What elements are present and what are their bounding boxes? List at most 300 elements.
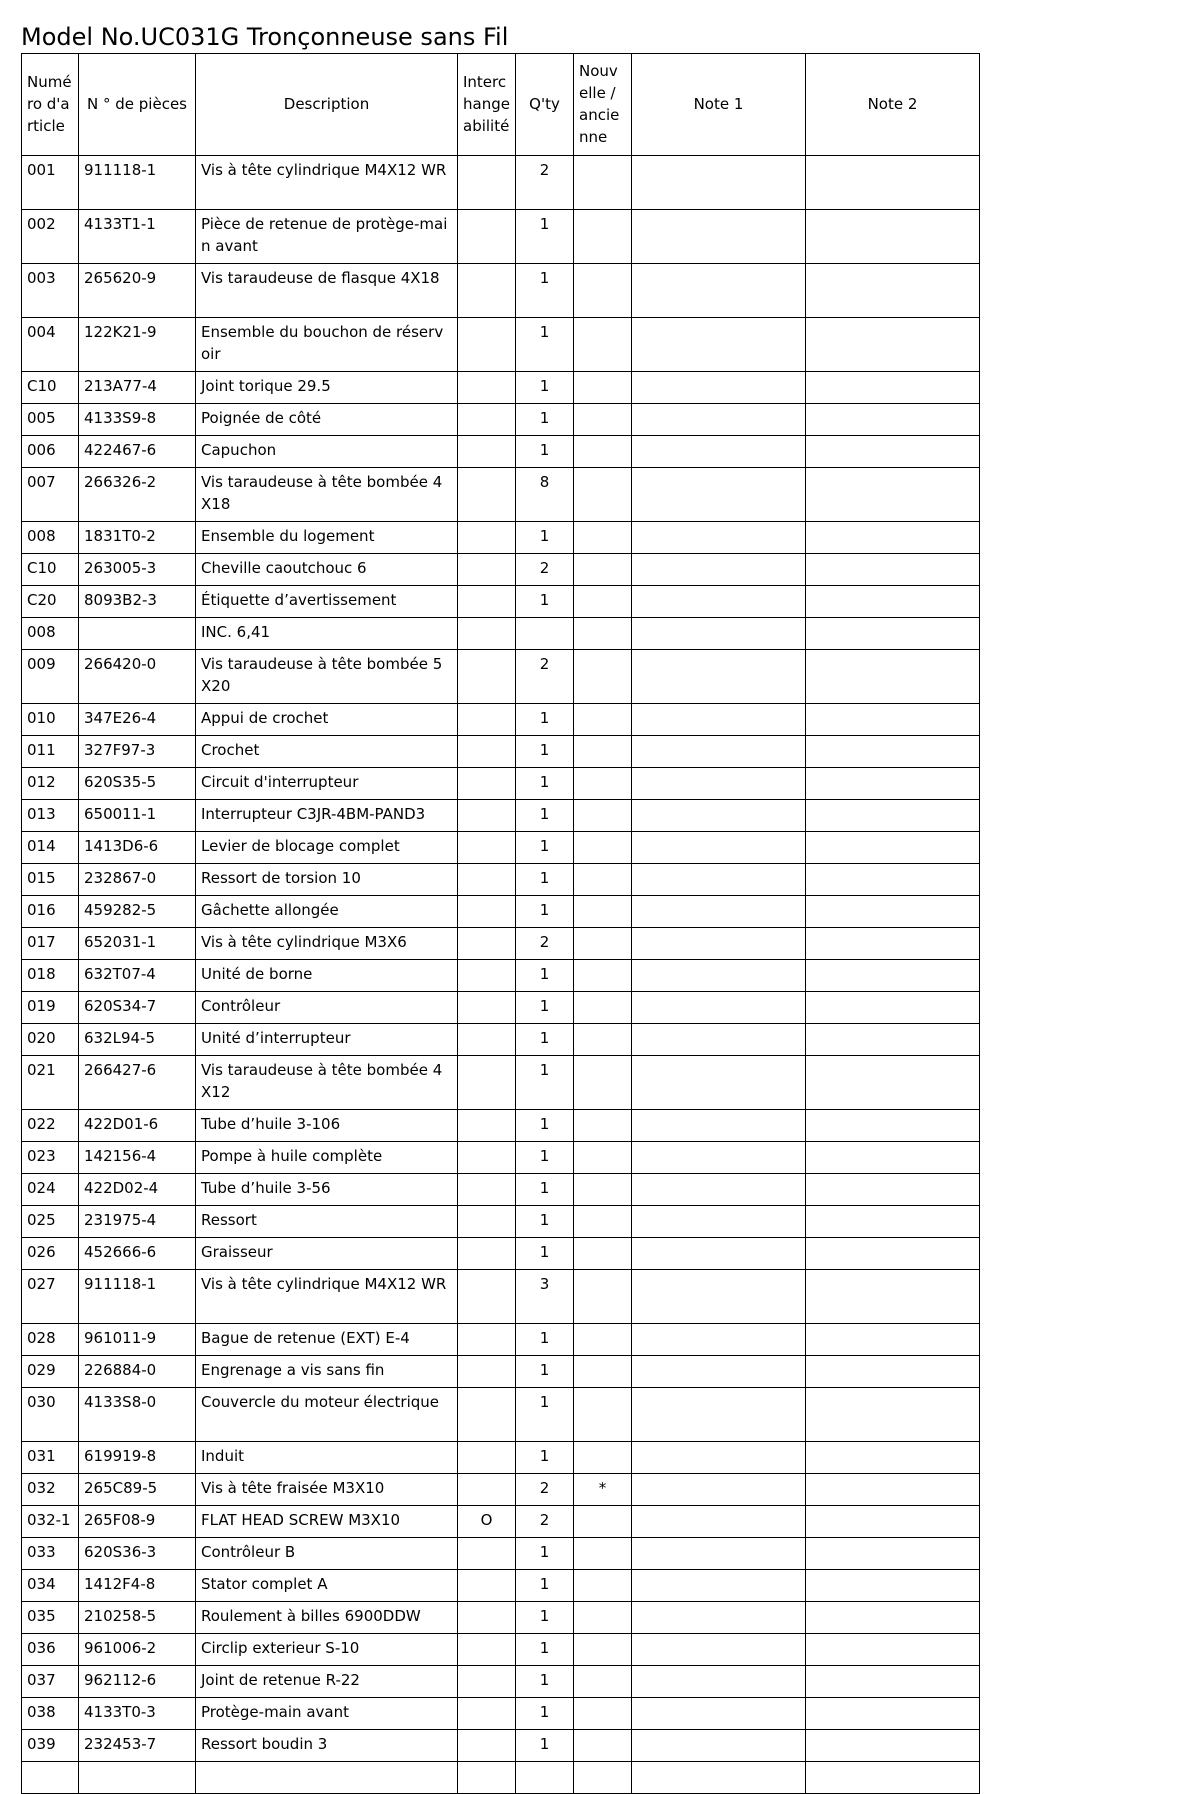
column-header-item: Numéro d'article	[22, 54, 79, 156]
cell-new-old	[574, 468, 632, 522]
cell-description: Ressort boudin 3	[196, 1730, 458, 1762]
table-row	[22, 1142, 980, 1174]
cell-part-no: 122K21-9	[79, 318, 196, 372]
cell-note-1	[632, 960, 806, 992]
cell-item: 025	[22, 1206, 79, 1238]
cell-qty: 1	[516, 992, 574, 1024]
cell-note-2	[806, 1056, 980, 1110]
cell-note-1	[632, 1388, 806, 1442]
cell-note-2	[806, 156, 980, 210]
cell-qty: 1	[516, 736, 574, 768]
cell-note-2	[806, 1698, 980, 1730]
cell-item: 017	[22, 928, 79, 960]
cell-item: 023	[22, 1142, 79, 1174]
cell-note-2	[806, 586, 980, 618]
column-header-interchangeability: Interchangeabilité	[458, 54, 516, 156]
cell-item: 007	[22, 468, 79, 522]
cell-interchangeability	[458, 1666, 516, 1698]
cell-item: 027	[22, 1270, 79, 1324]
cell-description: Circlip exterieur S-10	[196, 1634, 458, 1666]
cell-item: 033	[22, 1538, 79, 1570]
cell-note-2	[806, 736, 980, 768]
cell-item: 026	[22, 1238, 79, 1270]
cell-part-no: 632T07-4	[79, 960, 196, 992]
cell-note-2	[806, 1142, 980, 1174]
cell-note-2	[806, 896, 980, 928]
cell-part-no: 1831T0-2	[79, 522, 196, 554]
cell-description: Contrôleur	[196, 992, 458, 1024]
cell-part-no: 231975-4	[79, 1206, 196, 1238]
cell-new-old	[574, 1110, 632, 1142]
cell-item: 030	[22, 1388, 79, 1442]
cell-description: Capuchon	[196, 436, 458, 468]
cell-part-no: 213A77-4	[79, 372, 196, 404]
cell-interchangeability	[458, 864, 516, 896]
cell-interchangeability	[458, 1270, 516, 1324]
cell-qty: 1	[516, 704, 574, 736]
cell-note-2	[806, 704, 980, 736]
table-row	[22, 1442, 980, 1474]
cell-interchangeability	[458, 522, 516, 554]
cell-note-2	[806, 800, 980, 832]
cell-item: 015	[22, 864, 79, 896]
cell-new-old	[574, 522, 632, 554]
cell-note-2	[806, 210, 980, 264]
cell-description: Joint de retenue R-22	[196, 1666, 458, 1698]
cell-new-old	[574, 768, 632, 800]
table-row	[22, 800, 980, 832]
cell-qty: 1	[516, 768, 574, 800]
cell-new-old	[574, 992, 632, 1024]
cell-qty: 1	[516, 1602, 574, 1634]
cell-new-old	[574, 1538, 632, 1570]
cell-qty: 1	[516, 1666, 574, 1698]
cell-interchangeability	[458, 768, 516, 800]
table-row	[22, 1206, 980, 1238]
table-row	[22, 372, 980, 404]
column-header-new-old: Nouvelle / ancienne	[574, 54, 632, 156]
table-row	[22, 1356, 980, 1388]
cell-item: 019	[22, 992, 79, 1024]
cell-description: Poignée de côté	[196, 404, 458, 436]
cell-description: Ressort de torsion 10	[196, 864, 458, 896]
cell-note-1	[632, 768, 806, 800]
cell-description: Unité d’interrupteur	[196, 1024, 458, 1056]
cell-item: 036	[22, 1634, 79, 1666]
table-row	[22, 704, 980, 736]
table-row	[22, 1024, 980, 1056]
cell-note-1	[632, 992, 806, 1024]
cell-qty: 2	[516, 156, 574, 210]
cell-new-old	[574, 436, 632, 468]
cell-note-1	[632, 1110, 806, 1142]
cell-description: Ensemble du logement	[196, 522, 458, 554]
cell-description: Interrupteur C3JR-4BM-PAND3	[196, 800, 458, 832]
cell-qty: 1	[516, 1238, 574, 1270]
cell-note-1	[632, 800, 806, 832]
cell-qty: 1	[516, 436, 574, 468]
cell-qty: 1	[516, 210, 574, 264]
cell-note-2	[806, 1388, 980, 1442]
parts-table	[21, 53, 980, 1794]
table-row	[22, 1388, 980, 1442]
cell-note-2	[806, 1238, 980, 1270]
cell-item: 038	[22, 1698, 79, 1730]
cell-new-old	[574, 1698, 632, 1730]
cell-interchangeability	[458, 704, 516, 736]
table-row	[22, 522, 980, 554]
cell-item: 005	[22, 404, 79, 436]
cell-qty: 1	[516, 1538, 574, 1570]
cell-qty: 1	[516, 404, 574, 436]
cell-item: 032	[22, 1474, 79, 1506]
cell-description: Contrôleur B	[196, 1538, 458, 1570]
cell-note-2	[806, 992, 980, 1024]
cell-note-2	[806, 436, 980, 468]
cell-interchangeability	[458, 156, 516, 210]
cell-note-1	[632, 318, 806, 372]
cell-qty: 1	[516, 1056, 574, 1110]
cell-description: Joint torique 29.5	[196, 372, 458, 404]
cell-interchangeability	[458, 800, 516, 832]
cell-description: Stator complet A	[196, 1570, 458, 1602]
cell-description: Engrenage a vis sans fin	[196, 1356, 458, 1388]
cell-interchangeability	[458, 1538, 516, 1570]
cell-qty: 1	[516, 896, 574, 928]
cell-new-old	[574, 1762, 632, 1794]
cell-note-2	[806, 1570, 980, 1602]
cell-note-1	[632, 210, 806, 264]
cell-new-old	[574, 704, 632, 736]
cell-description: Unité de borne	[196, 960, 458, 992]
cell-part-no: 142156-4	[79, 1142, 196, 1174]
cell-interchangeability	[458, 404, 516, 436]
cell-interchangeability	[458, 896, 516, 928]
cell-qty	[516, 618, 574, 650]
cell-new-old	[574, 318, 632, 372]
cell-item: 032-1	[22, 1506, 79, 1538]
cell-description: Vis à tête fraisée M3X10	[196, 1474, 458, 1506]
cell-item: 021	[22, 1056, 79, 1110]
cell-note-2	[806, 832, 980, 864]
cell-description: Vis taraudeuse à tête bombée 5X20	[196, 650, 458, 704]
cell-note-1	[632, 1570, 806, 1602]
cell-part-no: 459282-5	[79, 896, 196, 928]
cell-item: 034	[22, 1570, 79, 1602]
cell-part-no: 911118-1	[79, 156, 196, 210]
cell-description	[196, 1762, 458, 1794]
cell-new-old	[574, 372, 632, 404]
cell-interchangeability	[458, 1762, 516, 1794]
cell-new-old	[574, 1570, 632, 1602]
cell-part-no: 652031-1	[79, 928, 196, 960]
cell-note-2	[806, 1730, 980, 1762]
cell-qty: 2	[516, 1506, 574, 1538]
cell-interchangeability	[458, 650, 516, 704]
cell-description: Induit	[196, 1442, 458, 1474]
cell-item: 028	[22, 1324, 79, 1356]
cell-qty: 8	[516, 468, 574, 522]
cell-qty: 2	[516, 650, 574, 704]
cell-new-old	[574, 864, 632, 896]
cell-note-2	[806, 1634, 980, 1666]
cell-qty: 1	[516, 1142, 574, 1174]
cell-qty: 1	[516, 264, 574, 318]
cell-part-no: 4133T0-3	[79, 1698, 196, 1730]
cell-interchangeability	[458, 928, 516, 960]
cell-note-2	[806, 318, 980, 372]
cell-note-2	[806, 372, 980, 404]
cell-note-1	[632, 554, 806, 586]
column-header-description: Description	[196, 54, 458, 156]
cell-description: Vis taraudeuse de flasque 4X18	[196, 264, 458, 318]
cell-part-no: 266427-6	[79, 1056, 196, 1110]
cell-note-2	[806, 1174, 980, 1206]
cell-note-2	[806, 404, 980, 436]
cell-part-no: 263005-3	[79, 554, 196, 586]
cell-part-no: 347E26-4	[79, 704, 196, 736]
cell-item: C10	[22, 554, 79, 586]
cell-note-1	[632, 1474, 806, 1506]
cell-part-no: 1413D6-6	[79, 832, 196, 864]
table-row	[22, 1698, 980, 1730]
cell-note-2	[806, 1270, 980, 1324]
cell-item: 029	[22, 1356, 79, 1388]
cell-item: 003	[22, 264, 79, 318]
table-row	[22, 1324, 980, 1356]
cell-new-old	[574, 1174, 632, 1206]
cell-note-2	[806, 1538, 980, 1570]
cell-note-1	[632, 1356, 806, 1388]
cell-item: 035	[22, 1602, 79, 1634]
cell-note-1	[632, 1142, 806, 1174]
cell-qty: 2	[516, 1474, 574, 1506]
cell-note-1	[632, 522, 806, 554]
cell-note-2	[806, 1110, 980, 1142]
cell-note-1	[632, 264, 806, 318]
cell-part-no: 911118-1	[79, 1270, 196, 1324]
cell-item: C20	[22, 586, 79, 618]
cell-item: 039	[22, 1730, 79, 1762]
cell-item: 009	[22, 650, 79, 704]
cell-part-no: 962112-6	[79, 1666, 196, 1698]
cell-note-2	[806, 1024, 980, 1056]
cell-description: Protège-main avant	[196, 1698, 458, 1730]
cell-qty: 1	[516, 1324, 574, 1356]
cell-description: INC. 6,41	[196, 618, 458, 650]
table-row	[22, 1506, 980, 1538]
table-row	[22, 1110, 980, 1142]
cell-description: Crochet	[196, 736, 458, 768]
cell-interchangeability	[458, 1238, 516, 1270]
table-row	[22, 436, 980, 468]
cell-item: 016	[22, 896, 79, 928]
cell-note-2	[806, 768, 980, 800]
cell-part-no: 452666-6	[79, 1238, 196, 1270]
cell-item: 012	[22, 768, 79, 800]
cell-note-1	[632, 1698, 806, 1730]
cell-interchangeability	[458, 1442, 516, 1474]
table-body	[22, 156, 980, 1794]
table-row	[22, 864, 980, 896]
table-row	[22, 1174, 980, 1206]
cell-note-2	[806, 1356, 980, 1388]
cell-note-1	[632, 864, 806, 896]
table-row	[22, 650, 980, 704]
cell-note-1	[632, 586, 806, 618]
cell-new-old: *	[574, 1474, 632, 1506]
cell-description: Vis taraudeuse à tête bombée 4X18	[196, 468, 458, 522]
cell-interchangeability	[458, 1174, 516, 1206]
cell-description: Vis à tête cylindrique M3X6	[196, 928, 458, 960]
cell-note-1	[632, 1238, 806, 1270]
cell-qty: 1	[516, 832, 574, 864]
cell-interchangeability	[458, 1206, 516, 1238]
cell-interchangeability	[458, 1602, 516, 1634]
cell-qty: 1	[516, 1442, 574, 1474]
cell-interchangeability	[458, 1056, 516, 1110]
cell-interchangeability	[458, 992, 516, 1024]
cell-note-2	[806, 1206, 980, 1238]
table-row	[22, 618, 980, 650]
cell-part-no: 266420-0	[79, 650, 196, 704]
cell-new-old	[574, 1206, 632, 1238]
cell-item: 037	[22, 1666, 79, 1698]
cell-part-no: 327F97-3	[79, 736, 196, 768]
cell-interchangeability: O	[458, 1506, 516, 1538]
table-row	[22, 1602, 980, 1634]
cell-interchangeability	[458, 1570, 516, 1602]
cell-qty: 1	[516, 372, 574, 404]
cell-description: Levier de blocage complet	[196, 832, 458, 864]
cell-description: Appui de crochet	[196, 704, 458, 736]
column-header-note-2: Note 2	[806, 54, 980, 156]
cell-description: Pompe à huile complète	[196, 1142, 458, 1174]
cell-description: Circuit d'interrupteur	[196, 768, 458, 800]
cell-new-old	[574, 1666, 632, 1698]
cell-item: 004	[22, 318, 79, 372]
cell-new-old	[574, 1142, 632, 1174]
cell-qty: 3	[516, 1270, 574, 1324]
cell-description: Bague de retenue (EXT) E-4	[196, 1324, 458, 1356]
table-row	[22, 1570, 980, 1602]
table-row	[22, 156, 980, 210]
cell-note-2	[806, 650, 980, 704]
cell-note-2	[806, 1602, 980, 1634]
cell-part-no: 266326-2	[79, 468, 196, 522]
cell-interchangeability	[458, 468, 516, 522]
cell-part-no: 210258-5	[79, 1602, 196, 1634]
table-row	[22, 1762, 980, 1794]
cell-new-old	[574, 586, 632, 618]
cell-part-no: 265F08-9	[79, 1506, 196, 1538]
cell-qty: 1	[516, 1730, 574, 1762]
cell-note-1	[632, 1442, 806, 1474]
cell-new-old	[574, 1730, 632, 1762]
cell-interchangeability	[458, 1634, 516, 1666]
cell-qty: 2	[516, 928, 574, 960]
cell-note-2	[806, 960, 980, 992]
table-row	[22, 1056, 980, 1110]
cell-description: Ressort	[196, 1206, 458, 1238]
cell-part-no	[79, 1762, 196, 1794]
cell-new-old	[574, 210, 632, 264]
cell-note-2	[806, 1506, 980, 1538]
cell-note-2	[806, 1442, 980, 1474]
cell-note-1	[632, 1666, 806, 1698]
cell-note-1	[632, 1634, 806, 1666]
cell-description: Vis à tête cylindrique M4X12 WR	[196, 1270, 458, 1324]
cell-new-old	[574, 650, 632, 704]
cell-item: 011	[22, 736, 79, 768]
cell-qty: 1	[516, 1698, 574, 1730]
cell-interchangeability	[458, 436, 516, 468]
table-row	[22, 832, 980, 864]
cell-part-no: 619919-8	[79, 1442, 196, 1474]
cell-qty: 1	[516, 522, 574, 554]
cell-interchangeability	[458, 736, 516, 768]
cell-description: Cheville caoutchouc 6	[196, 554, 458, 586]
cell-item: 008	[22, 522, 79, 554]
cell-new-old	[574, 928, 632, 960]
cell-interchangeability	[458, 554, 516, 586]
cell-note-2	[806, 1324, 980, 1356]
cell-part-no: 650011-1	[79, 800, 196, 832]
cell-interchangeability	[458, 832, 516, 864]
cell-item: 020	[22, 1024, 79, 1056]
cell-description: Tube d’huile 3-106	[196, 1110, 458, 1142]
cell-note-2	[806, 264, 980, 318]
table-row	[22, 960, 980, 992]
cell-part-no: 620S35-5	[79, 768, 196, 800]
cell-new-old	[574, 1356, 632, 1388]
cell-part-no: 4133S8-0	[79, 1388, 196, 1442]
cell-description: Couvercle du moteur électrique	[196, 1388, 458, 1442]
cell-note-1	[632, 1324, 806, 1356]
table-row	[22, 554, 980, 586]
cell-description: Pièce de retenue de protège-main avant	[196, 210, 458, 264]
cell-new-old	[574, 156, 632, 210]
cell-note-1	[632, 1024, 806, 1056]
cell-item	[22, 1762, 79, 1794]
cell-part-no: 232867-0	[79, 864, 196, 896]
page-title: Model No.UC031G Tronçonneuse sans Fil	[21, 23, 509, 51]
cell-note-1	[632, 372, 806, 404]
cell-new-old	[574, 1442, 632, 1474]
cell-interchangeability	[458, 1024, 516, 1056]
cell-note-2	[806, 618, 980, 650]
cell-qty: 1	[516, 318, 574, 372]
cell-part-no: 8093B2-3	[79, 586, 196, 618]
cell-qty: 1	[516, 1356, 574, 1388]
table-row	[22, 768, 980, 800]
cell-qty: 1	[516, 1206, 574, 1238]
cell-item: 031	[22, 1442, 79, 1474]
cell-qty: 2	[516, 554, 574, 586]
cell-note-1	[632, 1056, 806, 1110]
table-row	[22, 586, 980, 618]
cell-interchangeability	[458, 586, 516, 618]
cell-note-1	[632, 704, 806, 736]
table-row	[22, 468, 980, 522]
cell-part-no: 265C89-5	[79, 1474, 196, 1506]
cell-new-old	[574, 554, 632, 586]
cell-interchangeability	[458, 1142, 516, 1174]
cell-description: Vis taraudeuse à tête bombée 4X12	[196, 1056, 458, 1110]
column-header-qty: Q'ty	[516, 54, 574, 156]
cell-note-1	[632, 1602, 806, 1634]
cell-note-2	[806, 554, 980, 586]
